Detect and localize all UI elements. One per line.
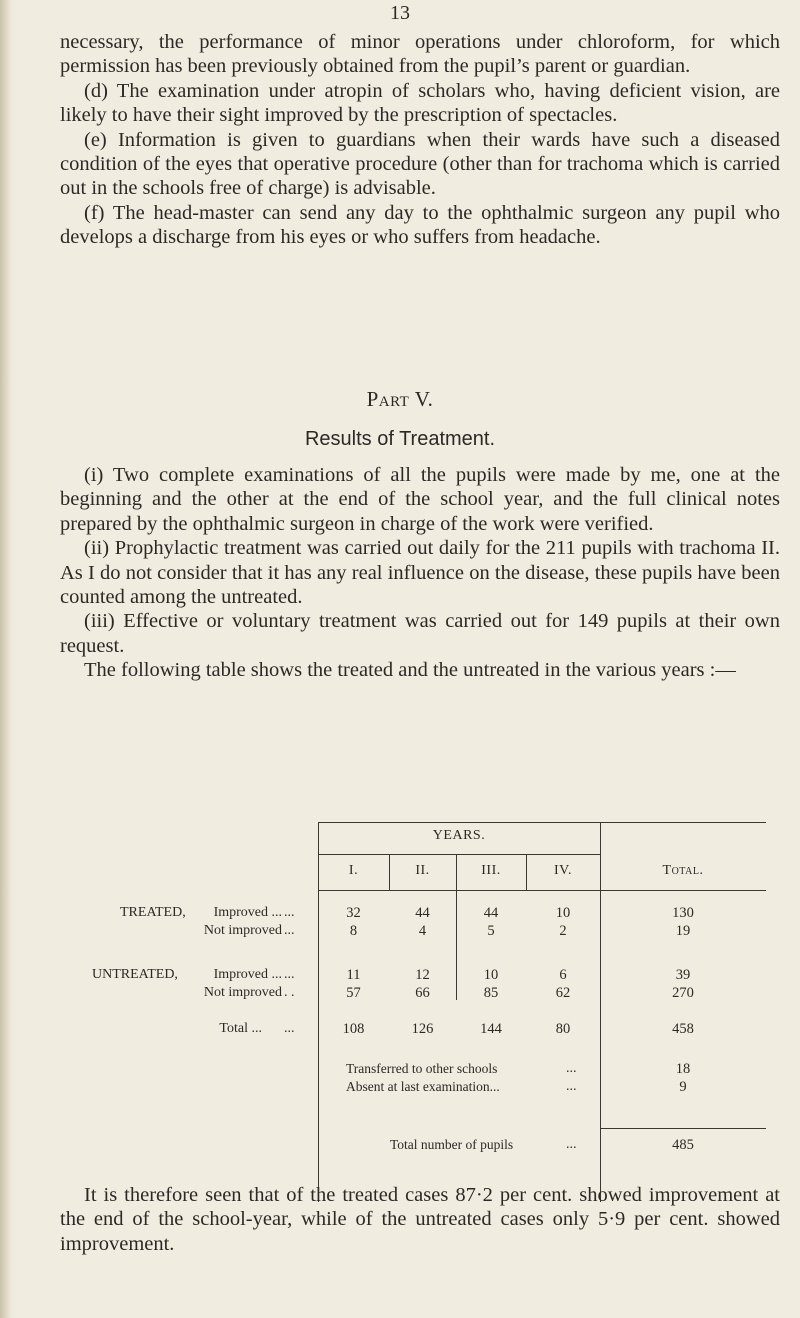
paragraph-3: It is therefore seen that of the treated cases 87·2 per cent. showed improvement at the end of the school-year, while of the untreated cases only 5·9 per cent. showed improvement. bbox=[60, 1184, 780, 1255]
paragraph-2-item-i: (i) Two complete examinations of all the pupils were made by me, one at the beginning and the other at the end of the school year, and the full clinical notes prepared by the ophthalmic surgeon in charge of the work were verified. bbox=[60, 464, 780, 535]
table-cell: 11 bbox=[346, 967, 361, 983]
table-years-rule bbox=[318, 854, 600, 855]
table-cell: 4 bbox=[418, 923, 427, 939]
table-cell: 144 bbox=[480, 1021, 502, 1037]
table-cell: 44 bbox=[483, 905, 499, 921]
table-left-rule bbox=[318, 822, 319, 1202]
paragraph-1-item-e: (e) Information is given to guardians when their wards have such a diseased condition of the eyes that operative procedure (other than for trachoma which is carried out in the schools free of charge) is advisable. bbox=[60, 128, 780, 200]
paragraph-1-line-a: necessary, the performance of minor operations under chloroform, for which permission has been previously obtained from the pupil’s parent or guardian. bbox=[60, 31, 780, 78]
row-dots-4: . . bbox=[284, 985, 295, 1000]
part-heading-numeral: V. bbox=[414, 387, 434, 411]
table-cell: 80 bbox=[555, 1021, 571, 1037]
table-cell: 126 bbox=[411, 1021, 434, 1037]
table-cell: 6 bbox=[559, 967, 567, 983]
page-number: 13 bbox=[390, 2, 410, 24]
col-header-3: III. bbox=[481, 863, 501, 878]
table-cell: 108 bbox=[342, 1021, 365, 1037]
table-cell: 62 bbox=[555, 985, 571, 1001]
note-absent-value: 9 bbox=[679, 1079, 687, 1095]
page-edge-shadow bbox=[0, 0, 14, 1318]
table-cell: 12 bbox=[415, 967, 430, 983]
col-header-2: II. bbox=[415, 863, 430, 878]
table-cell: 10 bbox=[555, 905, 571, 921]
table-cell: 10 bbox=[483, 967, 499, 983]
row-dots-2: ... bbox=[284, 923, 295, 938]
table-cell: 66 bbox=[415, 985, 430, 1001]
total-header: Total. bbox=[662, 863, 704, 878]
results-table: YEARS. I. II. III. IV. Total. TREATED, Improved ... ... Not improved ... UNTREATED, Improved ... ... Not improved . . Total ... ... 32 44 44 10 130 8 4 5 2 19 11 12 10 6 39 57 66 85 62 270 108 126 144 80 458 Transferred to other schools ... 18 Absent at last examination... ... 9 Total number of pupils ... 485 bbox=[0, 0, 800, 1318]
note-dots-1: ... bbox=[566, 1061, 577, 1076]
table-cell: 32 bbox=[346, 905, 361, 921]
table-cell: 8 bbox=[349, 923, 358, 939]
years-header: YEARS. bbox=[432, 828, 486, 843]
note-dots-2: ... bbox=[566, 1079, 577, 1094]
paragraph-2-intro: The following table shows the treated and the untreated in the various years :— bbox=[84, 659, 736, 682]
paragraph-2-item-iii: (iii) Effective or voluntary treatment was carried out for 149 pupils at their own request. bbox=[60, 610, 780, 657]
note-transferred-label: Transferred to other schools bbox=[346, 1061, 498, 1076]
note-absent-label: Absent at last examination... bbox=[346, 1079, 500, 1094]
paragraph-2 bbox=[60, 463, 780, 683]
table-total-rule bbox=[600, 1128, 766, 1129]
paragraph-2-item-ii: (ii) Prophylactic treatment was carried out daily for the 211 pupils with trachoma II. As I do not consider that it has any real influence on the disease, these pupils have been counted among the untreated. bbox=[60, 537, 780, 609]
row-dots-3: ... bbox=[284, 967, 295, 982]
table-cell: 458 bbox=[672, 1021, 694, 1037]
paragraph-1 bbox=[60, 30, 780, 250]
table-header-rule bbox=[318, 890, 766, 891]
part-heading-word: Part bbox=[366, 387, 410, 411]
group-label-treated: TREATED, bbox=[120, 905, 186, 920]
table-cell: 57 bbox=[346, 985, 361, 1001]
part-heading bbox=[0, 387, 800, 412]
row-dots-5: ... bbox=[284, 1021, 295, 1036]
table-cell: 5 bbox=[487, 923, 495, 939]
col-header-1: I. bbox=[348, 863, 359, 878]
table-cell: 44 bbox=[415, 905, 430, 921]
group-label-untreated: UNTREATED, bbox=[92, 967, 178, 982]
table-cell: 85 bbox=[483, 985, 499, 1001]
table-cell: 270 bbox=[672, 985, 694, 1001]
table-cell: 19 bbox=[675, 923, 691, 939]
table-top-rule bbox=[318, 822, 766, 823]
col-header-4: IV. bbox=[554, 863, 572, 878]
row-dots-1: ... bbox=[284, 905, 295, 920]
table-cell: 39 bbox=[675, 967, 691, 983]
table-cell: 2 bbox=[559, 923, 567, 939]
table-cell: 130 bbox=[672, 905, 694, 921]
paragraph-1-item-d: (d) The examination under atropin of scholars who, having deficient vision, are likely to have their sight improved by the prescription of spectacles. bbox=[60, 79, 780, 127]
note-transferred-value: 18 bbox=[675, 1061, 691, 1077]
paragraph-1-item-f: (f) The head-master can send any day to the ophthalmic surgeon any pupil who develops a discharge from his eyes or who suffers from headache. bbox=[60, 201, 780, 249]
section-heading: Results of Treatment. bbox=[304, 428, 496, 450]
grand-total-dots: ... bbox=[566, 1137, 577, 1152]
grand-total-value: 485 bbox=[672, 1137, 694, 1153]
grand-total-label: Total number of pupils bbox=[390, 1137, 514, 1152]
